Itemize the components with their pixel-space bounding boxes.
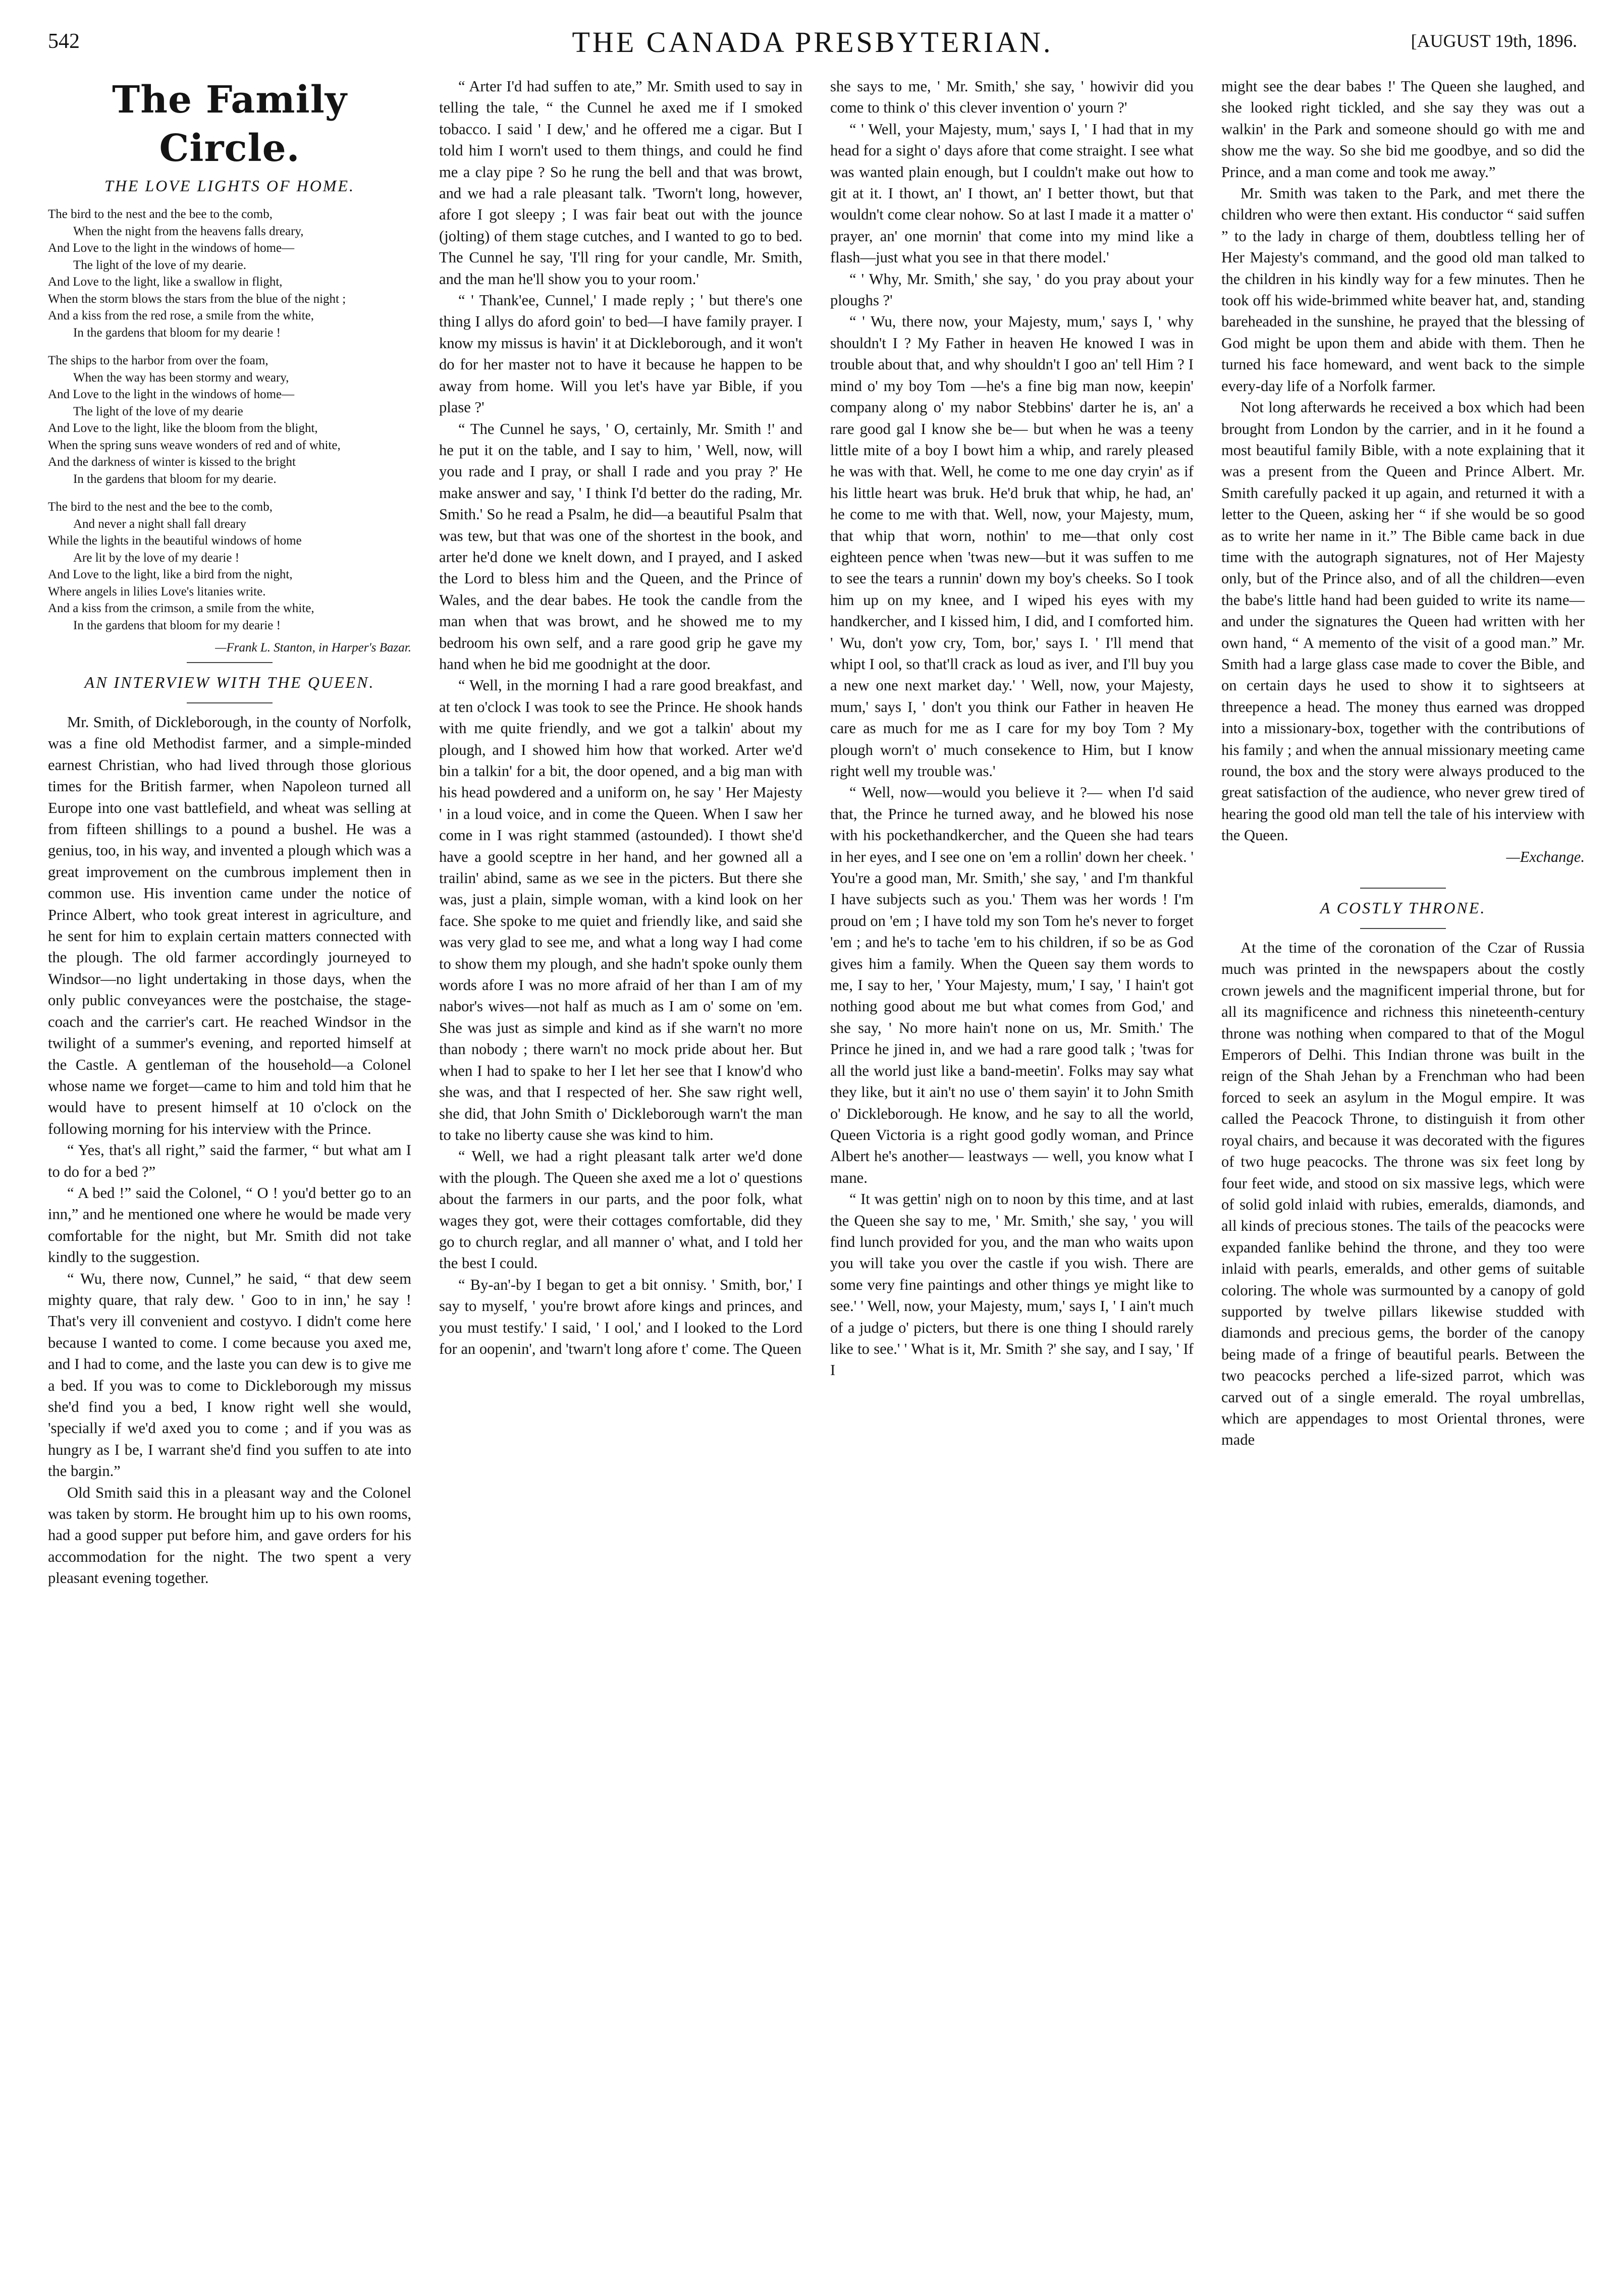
paragraph: she says to me, ' Mr. Smith,' she say, ' howivir did you come to think o' this clever invention o' yourn ?': [830, 78, 1194, 117]
poem-line: The bird to the nest and the bee to the comb,: [48, 207, 273, 221]
paragraph: “ ' Wu, there now, your Majesty, mum,' says I, ' why shouldn't I ? My Father in heaven He knowed I was in trouble about that, and why shouldn't I goo an' tell Him ? I mind o' my boy Tom —he's a fine big man now, keepin' company along o' my nabor Stebbins' darter he is, an' a rare good gal I know she be— but when he was a teeny little mite of a boy I bowt him a whip, and rarely pleased he was with that. Well, he come to me one day cryin' as if his little heart was bruk. He'd bruk that whip, he had, an' he come to me with that. Well, now, your Majesty, mum, that whip that worn, nothin' to me—that only cost eighteen pence when 'twas new—but it was suffen to me to see the tears a runnin' down my boy's cheeks. So I took him up on my knee, and I wiped his eyes with my handkercher, and I kissed him, I did, and I comforted him. ' Wu, don't yow cry, Tom, bor,' says I. ' I'll mend that whipt I ool, so that'll crack as loud as iver, and I'll buy you a new one next market day.' ' Well, now, your Majesty, mum,' says I, ' don't you think our Father in heaven He care as much for me as I care for my boy Tom ? My plough worn't o' much consekence to Him, but I know right well my trouble was.': [830, 313, 1194, 780]
poem-line: In the gardens that bloom for my dearie !: [73, 325, 281, 340]
poem-line: The bird to the nest and the bee to the comb,: [48, 500, 273, 514]
poem-line: And a kiss from the red rose, a smile from the white,: [48, 309, 314, 322]
poem-stanza: [48, 352, 411, 487]
page-number: 542: [48, 30, 80, 53]
section-divider: [1360, 888, 1446, 889]
paragraph: “ By-an'-by I began to get a bit onnisy. ' Smith, bor,' I say to myself, ' you're browt afore kings and princes, and you must testify.' I said, ' I ool,' and I looked to the Lord for an oopenin', and 'twarn't long afore t' come. The Queen: [439, 1276, 802, 1357]
paragraph: “ Arter I'd had suffen to ate,” Mr. Smith used to say in telling the tale, “ the Cunnel he axed me if I smoked tobacco. I said ' I dew,' and he offered me a cigar. But I told him I worn't used to them things, and could he find me a clay pipe ? So he rung the bell and that was browt, and we had a rale pleasant talk. 'Tworn't long, however, afore I got sleepy ; I was fair beat out with the jounce (jolting) of them stage cutches, and I wanted to go to bed. The Cunnel he say, 'I'll ring for your candle, Mr. Smith, and the man he'll show you to your room.': [439, 78, 802, 288]
poem-line: The light of the love of my dearie: [73, 404, 243, 418]
throne-title: A COSTLY THRONE.: [1320, 899, 1486, 917]
interview-text-col4: [1221, 183, 1585, 846]
paragraph: “ ' Why, Mr. Smith,' she say, ' do you pray about your ploughs ?': [830, 270, 1194, 309]
poem-line: Are lit by the love of my dearie !: [73, 551, 240, 565]
paragraph: Old Smith said this in a pleasant way and the Colonel was taken by storm. He brought him up to his own rooms, had a good supper put before him, and gave orders for his accommodation for the night. The two spent a very pleasant evening together.: [48, 1484, 411, 1587]
paragraph: “ ' Well, your Majesty, mum,' says I, ' I had that in my head for a sight o' days afore that come straight. I see what was wanted plain enough, but I couldn't make out how to git at it. I thowt, an' I thowt, an' I better thowt, but that wouldn't come clear nohow. So at last I made it a matter o' prayer, an' one mornin' that come into my mind like a flash—just what you see in that there model.': [830, 120, 1194, 266]
poem-line: In the gardens that bloom for my dearie.: [73, 472, 277, 486]
poem-line: When the night from the heavens falls dreary,: [73, 224, 304, 238]
journal-title: THE CANADA PRESBYTERIAN.: [572, 26, 1053, 59]
interview-title: AN INTERVIEW WITH THE QUEEN.: [84, 673, 375, 691]
poem-credit: —Frank L. Stanton, in Harper's Bazar.: [215, 641, 411, 654]
paragraph: “ Well, in the morning I had a rare good breakfast, and at ten o'clock I was took to see the Prince. He shook hands with me quite friendly, and we got a talkin' about my plough, and I showed him how that worked. Arter we'd bin a talkin' for a bit, the door opened, and a big man with his head powdered and a uniform on, he say ' Her Majesty ' in a loud voice, and in come the Queen. When I saw her come in I was right stammed (astounded). I thowt she'd have a goold sceptre in her hand, and her gowned all a trailin' abind, same as we see in the picters. But there she was, just a plain, simple woman, with a kind look on her face. She spoke to me quiet and friendly like, and said she was very glad to see me, and what a long way I had come to show them my plough, and she hadn't spoke ounly them words afore I was no more afraid of her than I am of my nabor's wives—not half as much as I am o' some on 'em. She was just as simple and kind as if she warn't no more than nobody ; there warn't no mock pride about her. But when I had to spake to her I let her see that I know'd who she was, and that I respected of her. She saw right well, she did, that John Smith o' Dickleborough warn't the man to take no liberty cause she was kind to him.: [439, 677, 802, 1143]
paragraph: “ Wu, there now, Cunnel,” he said, “ that dew seem mighty quare, that raly dew. ' Goo to in inn,' he say ! That's very ill convenient and costyvo. I didn't come here because I wanted to come. I come because you axed me, and I had to come, and the laste you can dew is to give me a bed. If you was to come to Dickleborough my missus she'd find you a bed, I know right well she would, 'specially if we'd axed you to come ; and if you was as hungry as I be, I warrant she'd find you suffen to ate into the bargin.”: [48, 1270, 411, 1480]
column-4: [1221, 76, 1585, 2276]
paragraph: “ ' Thank'ee, Cunnel,' I made reply ; ' but there's one thing I allys do aford goin' to bed—I have family prayer. I know my missus is havin' it at Dickleborough, and it won't do for her master not to have it because he happen to be away from home. Will you let's have yar Bible, if you plase ?': [439, 292, 802, 416]
poem-line: When the storm blows the stars from the blue of the night ;: [48, 292, 346, 306]
poem-stanza: [48, 499, 411, 634]
poem-line: When the way has been stormy and weary,: [73, 370, 289, 385]
poem-stanza: [48, 206, 411, 341]
poem-line: In the gardens that bloom for my dearie !: [73, 618, 281, 632]
column-2: [439, 76, 802, 2276]
interview-text-col1: [48, 712, 411, 1589]
paragraph: “ It was gettin' nigh on to noon by this time, and at last the Queen she say to me, ' Mr. Smith,' she say, ' you will find lunch provided for you, and the man who waits upon you will take you over the castle if you wish. There are some very fine paintings and other things ye might like to see.' ' Well, now, your Majesty, mum,' says I, ' I ain't much of a judge o' picters, but there is one thing I should rarely like to see.' ' What is it, Mr. Smith ?' she say, and I say, ' If I: [830, 1190, 1194, 1379]
interview-text-col3: [830, 76, 1194, 1381]
poem-title: THE LOVE LIGHTS OF HOME.: [104, 177, 355, 195]
title-divider: [1360, 928, 1446, 929]
interview-text-col2: [439, 76, 802, 1359]
poem-line: And Love to the light in the windows of home—: [48, 388, 295, 401]
poem-line: Where angels in lilies Love's litanies write.: [48, 584, 266, 598]
poem-line: And a kiss from the crimson, a smile from the white,: [48, 602, 314, 615]
poem-line: And Love to the light in the windows of home—: [48, 241, 295, 255]
throne-text: [1221, 937, 1585, 1451]
title-divider: [187, 702, 273, 703]
poem-line: And Love to the light, like a bird from the night,: [48, 568, 293, 581]
paragraph: Not long afterwards he received a box which had been brought from London by the carrier, and in it he found a most beautiful family Bible, with a note explaining that it was a present from the Queen and Prince Albert. Mr. Smith carefully packed it up again, and returned it with a letter to the Queen, asking her “ if she would be so good as to write her name in it.” The Bible came back in due time with the autograph signatures, not of Her Majesty only, but of the Prince also, and of all the children—even the babe's little hand had been guided to write its name—and under the signatures the Queen had written with her own hand, “ A memento of the visit of a good man.” Mr. Smith had a large glass case made to cover the Bible, and on certain days he used to show it to sightseers at threepence a head. The money thus earned was dropped into a missionary-box, together with the contributions of his family ; and when the annual missionary meeting came round, the box and the story were always produced to the great satisfaction of the audience, who never grew tired of hearing the good old man tell the tale of his interview with the Queen.: [1221, 399, 1585, 844]
poem-line: And never a night shall fall dreary: [73, 517, 246, 531]
paragraph: “ The Cunnel he says, ' O, certainly, Mr. Smith !' and he put it on the table, and I say to him, ' Well, now, will you rade and I pray, or shall I rade and you pray ?' He make answer and say, ' I think I'd better do the rading, Mr. Smith.' So he read a Psalm, he did—a beautiful Psalm that was tew, but that was one of the shortest in the book, and arter he'd done we knelt down, and I prayed, and I asked the Lord to bless him and the Queen, and the Prince of Wales, and the dear babes. He took the candle from the man when that was browt, and he showed me to my bedroom his own self, and a rare good grip he gave my hand when he bid me goodnight at the door.: [439, 420, 802, 673]
section-divider: [187, 662, 273, 663]
poem-line: When the spring suns weave wonders of red and of white,: [48, 438, 341, 452]
poem-line: And the darkness of winter is kissed to the bright: [48, 455, 296, 469]
paragraph: At the time of the coronation of the Czar of Russia much was printed in the newspapers about the costly crown jewels and the magnificent imperial throne, but for all its magnificence and richness this nineteenth-century throne was nothing when compared to that of the Mogul Emperors of Delhi. This Indian throne was built in the reign of the Shah Jehan by a Frenchman who had been forced to seek an asylum in the Mogul empire. It was called the Peacock Throne, to distinguish it from other royal chairs, and because it was decorated with the figures of two huge peacocks. The throne was six feet long by four feet wide, and stood on six massive legs, which were of solid gold inlaid with rubies, emeralds, diamonds, and all kinds of precious stones. The tails of the peacocks were expanded fanlike behind the throne, and they too were inlaid with pearls, emeralds, and other gems of suitable coloring. The whole was surmounted by a canopy of gold supported by twelve pillars likewise studded with diamonds and precious gems, the border of the canopy being made of a fringe of beautiful pearls. Between the two peacocks perched a life-sized parrot, which was carved out of a single emerald. The royal umbrellas, which are appendages to most Oriental thrones, were made: [1221, 939, 1585, 1449]
poem-line: And Love to the light, like the bloom from the blight,: [48, 421, 318, 435]
paragraph: “ Well, now—would you believe it ?— when I'd said that, the Prince he turned away, and he blowed his nose with his pockethandkercher, and the Queen she had tears in her eyes, and I see one on 'em a rollin' down her cheek. ' You're a good man, Mr. Smith,' she say, ' and I'm thankful I have subjects such as you.' Them was her words ! I'm proud on 'em ; I have told my son Tom he's never to forget 'em ; and he's to tache 'em to his children, if so be as God gives him a family. When the Queen say them words to me, I say to her, ' Your Majesty, mum,' I say, ' I hain't got nothing good about me but what comes from God,' and she say, ' No more hain't none on us, Mr. Smith.' The Prince he jined in, and we had a rare good talk ; 'twas for all the world just like a band-meetin'. Folks may say what they like, but it ain't no use o' them sayin' it to John Smith o' Dickleborough. He know, and he say to all the world, Queen Victoria is a right good godly woman, and Prince Albert he's another— leastways — well, you know what I mane.: [830, 784, 1194, 1186]
poem-line: The ships to the harbor from over the foam,: [48, 354, 268, 367]
paragraph: “ A bed !” said the Colonel, “ O ! you'd better go to an inn,” and he mentioned one where he would be made very comfortable for the night, but Mr. Smith did not take kindly to the suggestion.: [48, 1184, 411, 1266]
paragraph: Mr. Smith, of Dickleborough, in the county of Norfolk, was a fine old Methodist farmer, and a simple-minded earnest Christian, who had lived through those glorious times for the British farmer, when Napoleon turned all Europe into one vast battlefield, and wheat was selling at from fifteen shillings to a pound a bushel. He was a genius, too, in his way, and invented a plough which was a great improvement on the cumbrous implement then in common use. His invention came under the notice of Prince Albert, who took great interest in agriculture, and he sent for him to explain certain matters connected with the plough. The old farmer accordingly journeyed to Windsor—no light undertaking in those days, when the only public conveyances were the postchaise, the stage-coach and the carrier's cart. He reached Windsor in the twilight of a summer's evening, and reported himself at the Castle. A gentleman of the household—a Colonel whose name we forget—came to him and told him that he would have to present himself at 10 o'clock on the following morning for his interview with the Prince.: [48, 714, 411, 1137]
page-header: [48, 25, 1577, 63]
poem-line: The light of the love of my dearie.: [73, 258, 246, 272]
poem-line: While the lights in the beautiful windows of home: [48, 534, 302, 548]
interview-continuation: might see the dear babes !' The Queen she laughed, and she looked right tickled, and she say they was out a walkin' in the Park and someone should go with me and show me the way. So she bid me goodbye, and so did the Prince, and a man come and took me away.”: [1221, 78, 1585, 181]
paragraph: Mr. Smith was taken to the Park, and met there the children who were then extant. His conductor “ said suffen ” to the lady in charge of them, doubtless telling her of Her Majesty's command, and the good old man talked to the children in his kindly way for a few minutes. Then he took off his wide-brimmed white beaver hat, and, standing bareheaded in the sunshine, he prayed that the blessing of God might be upon them and abide with them. Then he turned his face homeward, and went back to the simple every-day life of a Norfolk farmer.: [1221, 185, 1585, 395]
department-title: The Family Circle.: [112, 78, 347, 170]
issue-date: [AUGUST 19th, 1896.: [1411, 31, 1577, 51]
column-1: [48, 76, 411, 2276]
poem: [48, 206, 411, 634]
column-3: [830, 76, 1194, 2276]
paragraph: “ Well, we had a right pleasant talk arter we'd done with the plough. The Queen she axed me a lot o' questions about the farmers in our parts, and the poor folk, what wages they got, were their cottages comfortable, did they go to church reglar, and all manner o' what, and I told her the best I could.: [439, 1147, 802, 1272]
source-credit: —Exchange.: [1506, 848, 1585, 865]
paragraph: “ Yes, that's all right,” said the farmer, “ but what am I to do for a bed ?”: [48, 1141, 411, 1180]
poem-line: And Love to the light, like a swallow in flight,: [48, 275, 283, 289]
